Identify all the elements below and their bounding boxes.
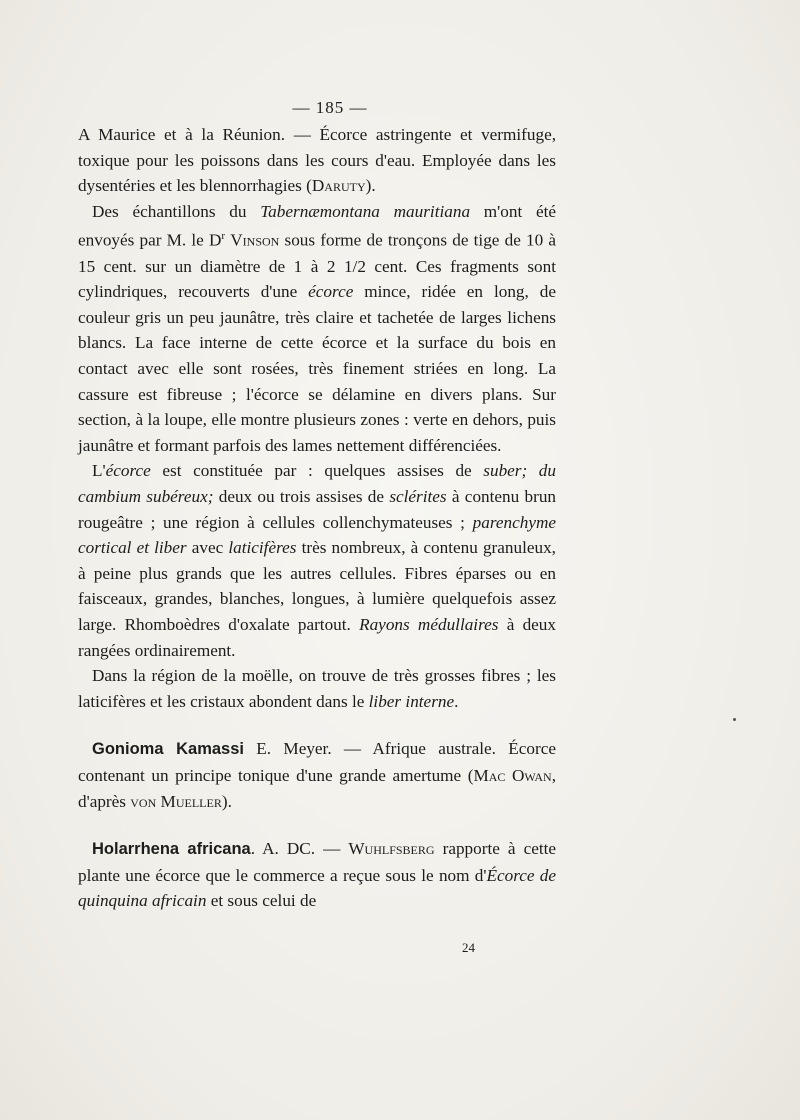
text-run: écorce	[105, 461, 151, 481]
paper-speck	[733, 718, 736, 721]
paragraph	[78, 122, 556, 199]
paragraph	[78, 836, 556, 914]
text-run: écorce	[308, 282, 354, 302]
text-run: r	[221, 230, 226, 243]
text-run: Vinson	[230, 231, 280, 251]
text-run: laticifères	[228, 538, 297, 558]
text-run: Tabernæmontana mauritiana	[260, 201, 471, 221]
text-run: à contenu brun rougeâtre ; une région à cellules collenchymateuses ;	[78, 487, 557, 532]
text-run: Mac Owan	[473, 765, 552, 785]
text-run: Écorce de quinquina africain	[78, 865, 556, 911]
text-run: , d'après	[78, 765, 556, 811]
text-run: von Mueller	[130, 791, 222, 811]
text-run: liber interne	[368, 691, 455, 711]
text-run: ).	[221, 791, 232, 811]
text-run: Daruty	[311, 176, 366, 196]
text-run: suber; du cambium subéreux;	[78, 461, 556, 507]
text-run: ).	[365, 176, 376, 196]
text-run: mince, ridée en long, de couleur gris un peu jaunâtre, très claire et tachetée de larges lichens blancs. La face interne de cette écorce et la surface du bois en contact avec elle sont rosées, très finement striées en long. La cassure est fibreuse ; l'écorce se délamine en divers plans. Sur section, à la loupe, elle montre plusieurs zones : verte en dehors, puis jaunâtre et formant parfois des lames nettement différenciées.	[78, 282, 556, 455]
species-heading: Gonioma Kamassi	[92, 740, 244, 759]
text-run: E. Meyer. — Afrique australe. Écorce contenant un principe tonique d'une grande amertume (	[78, 739, 556, 785]
text-run: est constituée par : quelques assises de	[150, 461, 484, 481]
paragraph	[78, 736, 556, 814]
species-heading: Holarrhena africana	[92, 840, 251, 859]
text-run: L'	[92, 461, 106, 481]
text-run: Des échantillons du	[92, 201, 261, 221]
paragraph	[78, 199, 556, 459]
text-run: m'ont été envoyés par M. le D	[78, 201, 556, 251]
text-run: parenchyme cortical et liber	[78, 512, 556, 558]
text-run: A Maurice et à la Réunion. — Écorce astringente et vermifuge, toxique pour les poissons dans les cours d'eau. Employée dans les dysentéries et les blennorrhagies (	[78, 125, 556, 196]
text-run: .	[454, 691, 459, 711]
text-run: Wuhlfsberg	[348, 839, 435, 859]
text-run: rapporte à cette plante une écorce que le commerce a reçue sous le nom d'	[78, 839, 557, 885]
page-number: — 185 —	[292, 98, 368, 117]
signature-mark: 24	[462, 940, 475, 955]
text-run: très nombreux, à contenu granuleux, à peine plus grands que les autres cellules. Fibres éparses ou en faisceaux, grandes, blanches, longues, à lumière quelquefois assez large. Rhomboèdres d'oxalate partout.	[78, 538, 556, 635]
paragraph	[78, 663, 556, 714]
body-text	[78, 122, 556, 914]
text-run: Dans la région de la moëlle, on trouve de très grosses fibres ; les laticifères et les cristaux abondent dans le	[78, 666, 556, 711]
text-run: . A. DC. —	[250, 839, 349, 859]
text-run: sous forme de tronçons de tige de 10 à 15 cent. sur un diamètre de 1 à 2 1/2 cent. Ces fragments sont cylindriques, recouverts d'une	[78, 231, 557, 302]
text-run: à deux rangées ordinairement.	[78, 615, 556, 660]
text-run: sclérites	[389, 487, 447, 507]
text-run: Rayons médullaires	[359, 615, 499, 635]
text-run: avec	[186, 538, 229, 558]
text-run: et sous celui de	[206, 891, 317, 911]
paragraph	[78, 458, 556, 663]
text-run: deux ou trois assises de	[213, 487, 390, 507]
